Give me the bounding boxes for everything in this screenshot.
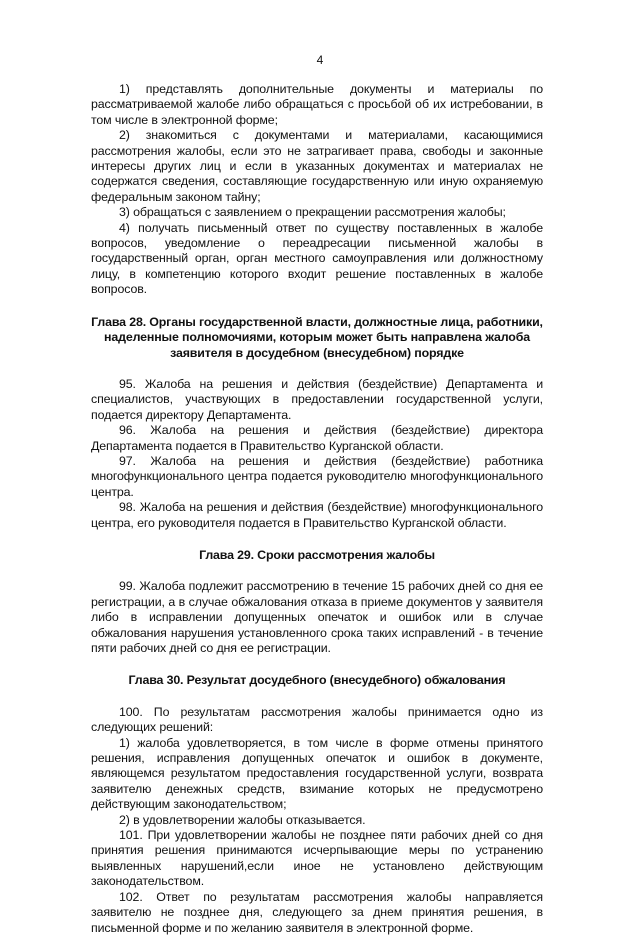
page-number: 4 [316,53,324,67]
spacer [91,563,543,579]
paragraph-99: 99. Жалоба подлежит рассмотрению в течение 15 рабочих дней со дня ее регистрации, а в случае обжалования отказа в приеме документов у заявителя либо в исправлении допущенных опечаток и ошибок или в случае обжалования нарушения установленного срока таких исправлений - в течение пяти рабочих дней со дня ее регистрации. [91,579,543,655]
paragraph-right-4: 4) получать письменный ответ по существу поставленных в жалобе вопросов, уведомление о переадресации письменной жалобы в государственный орган, орган местного самоуправления или должностному лицу, в компетенцию которого входит решение поставленных в жалобе вопросов. [91,220,543,297]
paragraph-95: 95. Жалоба на решения и действия (бездействие) Департамента и специалистов, участвующих в предоставлении государственной услуги, подается директору Департамента. [91,376,543,422]
paragraph-96: 96. Жалоба на решения и действия (бездействие) директора Департамента подается в Правительство Курганской области. [91,423,543,453]
spacer [91,689,543,705]
paragraph-102: 102. Ответ по результатам рассмотрения жалобы направляется заявителю не позднее дня, следующего за днем принятия решения, в письменной форме и по желанию заявителя в электронной форме. [91,889,543,935]
document-body [91,82,543,936]
paragraph-right-3: 3) обращаться с заявлением о прекращении рассмотрения жалобы; [119,205,506,220]
paragraph-right-2: 2) знакомиться с документами и материалами, касающимися рассмотрения жалобы, если это не затрагивает права, свободы и законные интересы других лиц и если в указанных документах и материалах не содержатся сведения, составляющие государственную или иную охраняемую федеральным законом тайну; [91,128,543,204]
paragraph-98: 98. Жалоба на решения и действия (бездействие) многофункционального центра, его руководителя подается в Правительство Курганской области. [91,500,543,530]
spacer [91,298,543,315]
spacer [91,656,543,673]
chapter-30-heading: Глава 30. Результат досудебного (внесудебного) обжалования [128,673,506,688]
paragraph-decision-2: 2) в удовлетворении жалобы отказывается. [119,812,366,827]
chapter-28-heading: Глава 28. Органы государственной власти, должностные лица, работники, наделенные полномочиями, которым может быть направлена жалоба заявителя в досудебном (внесудебном) порядке [91,314,543,360]
paragraph-right-1: 1) представлять дополнительные документы и материалы по рассматриваемой жалобе либо обращаться с просьбой об их истребовании, в том числе в электронной форме; [91,82,543,127]
paragraph-decision-1: 1) жалоба удовлетворяется, в том числе в форме отмены принятого решения, исправления допущенных опечаток и ошибок в документе, являющемся результатом предоставления государственной услуги, возврата заявителю денежных средств, взимание которых не предусмотрено действующим законодательством; [91,735,543,812]
spacer [91,361,543,377]
spacer [91,531,543,548]
paragraph-97: 97. Жалоба на решения и действия (бездействие) работника многофункционального центра подается руководителю многофункционального центра. [91,453,543,499]
paragraph-100: 100. По результатам рассмотрения жалобы принимается одно из следующих решений: [91,704,543,735]
paragraph-101: 101. При удовлетворении жалобы не позднее пяти рабочих дней со дня принятия решения принимаются исчерпывающие меры по устранению выявленных нарушений,если иное не установлено действующим законодательством. [91,828,543,889]
chapter-29-heading: Глава 29. Сроки рассмотрения жалобы [199,547,435,562]
